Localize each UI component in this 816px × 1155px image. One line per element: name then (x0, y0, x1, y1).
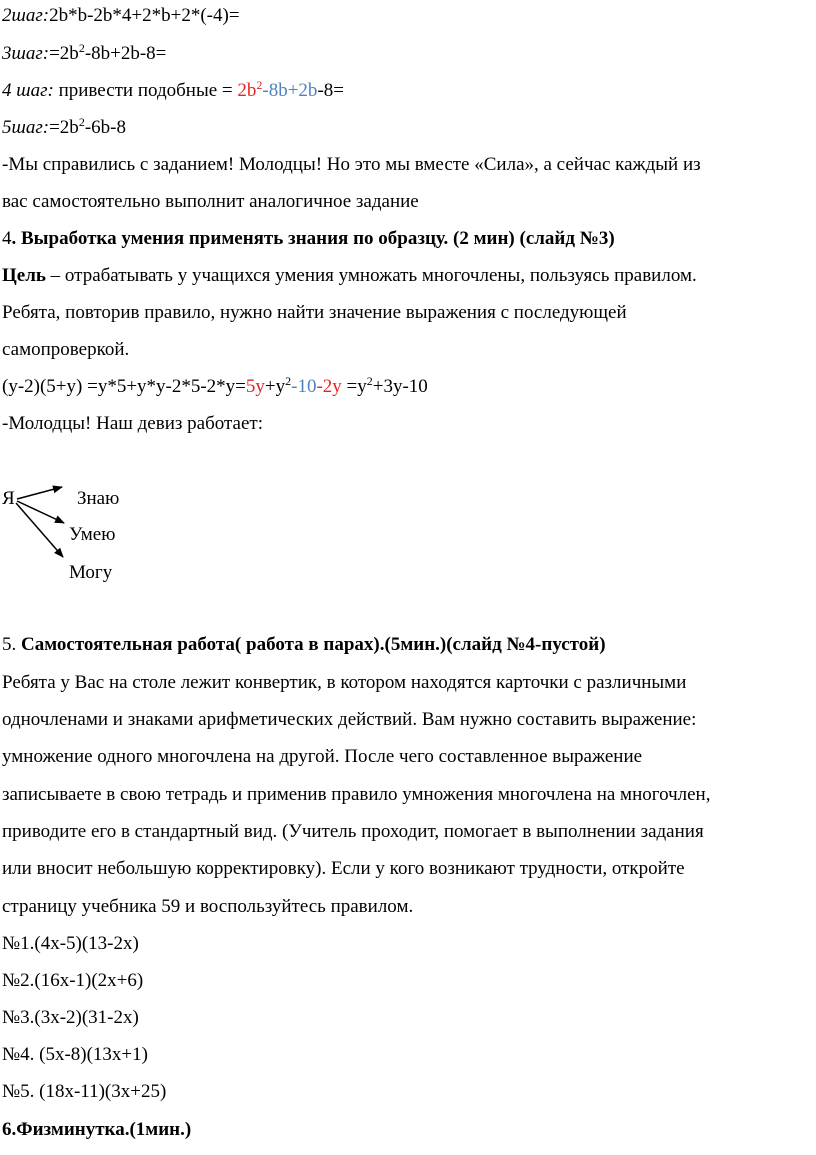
equation-red-2y: -2y (316, 376, 342, 397)
equation-exponent2: 2 (366, 374, 373, 388)
step5-expr-a: =2b (49, 117, 79, 138)
motto-item-can-do: Умею (69, 524, 116, 545)
para1-line2: вас самостоятельно выполнит аналогичное задание (2, 191, 419, 212)
para1-line1: -Мы справились с заданием! Молодцы! Но это мы вместе «Сила», а сейчас каждый из (2, 154, 701, 175)
step5-expr-b: -6b-8 (84, 117, 126, 138)
equation-plus-y: +y (264, 376, 286, 397)
section5-line6: или вносит небольшую корректировку). Если у кого возникают трудности, откройте (2, 858, 685, 879)
motto-root: Я (2, 488, 15, 509)
equation-tail: +3y-10 (372, 376, 428, 397)
step3-expr-a: =2b (49, 43, 79, 64)
step3-exponent: 2 (78, 41, 85, 55)
task-4: №4. (5x-8)(13x+1) (2, 1044, 148, 1065)
section4-number: 4 (2, 228, 12, 249)
motto-item-know: Знаю (77, 488, 120, 509)
step4-rest: -8= (317, 80, 344, 101)
task-2: №2.(16x-1)(2x+6) (2, 970, 144, 991)
step4-label: 4 шаг: (2, 80, 54, 101)
section5-line4: записываете в свою тетрадь и применив правило умножения многочлена на многочлен, (2, 784, 711, 805)
equation-blue-10: -10 (291, 376, 317, 397)
step2-label: 2шаг: (2, 5, 50, 26)
step4-red-term: 2b (237, 80, 257, 101)
section5-heading-text: Самостоятельная работа( работа в парах).(5мин.)(слайд №4-пустой) (16, 634, 606, 655)
task-5: №5. (18x-11)(3x+25) (2, 1081, 167, 1102)
step4-red-exponent: 2 (256, 78, 263, 92)
step3-expr-b: -8b+2b-8= (84, 43, 167, 64)
arrow-to-know (17, 487, 62, 499)
section4-goal-label: Цель (2, 265, 46, 286)
section5-line1: Ребята у Вас на столе лежит конвертик, в котором находятся карточки с различными (2, 672, 687, 693)
task-3: №3.(3x-2)(31-2x) (2, 1007, 139, 1028)
step4-text: привести подобные = (53, 80, 238, 101)
equation-red-5y: 5y (245, 376, 265, 397)
step3-label: 3шаг: (2, 43, 50, 64)
section6-heading: 6.Физминутка.(1мин.) (2, 1119, 192, 1140)
section5-number: 5. (2, 634, 17, 655)
step2-expr: 2b*b-2b*4+2*b+2*(-4)= (49, 5, 240, 26)
section4-line3: самопроверкой. (2, 339, 130, 360)
motto-line: -Молодцы! Наш девиз работает: (2, 413, 263, 434)
step4-blue-terms: -8b+2b (262, 80, 318, 101)
section4-line2: Ребята, повторив правило, нужно найти значение выражения с последующей (2, 302, 627, 323)
section5-line2: одночленами и знаками арифметических действий. Вам нужно составить выражение: (2, 709, 697, 730)
equation-eq-y: =y (341, 376, 367, 397)
section5-line5: приводите его в стандартный вид. (Учитель проходит, помогает в выполнении задания (2, 821, 704, 842)
section4-goal-text: – отрабатывать у учащихся умения умножать многочлены, пользуясь правилом. (45, 265, 697, 286)
section5-line3: умножение одного многочлена на другой. После чего составленное выражение (2, 746, 643, 767)
section5-line7: страницу учебника 59 и воспользуйтесь правилом. (2, 896, 414, 917)
section4-heading-text: . Выработка умения применять знания по образцу. (2 мин) (слайд №3) (11, 228, 615, 249)
task-1: №1.(4x-5)(13-2x) (2, 933, 139, 954)
step5-label: 5шаг: (2, 117, 50, 138)
motto-item-able: Могу (69, 562, 113, 583)
equation-exponent1: 2 (285, 374, 292, 388)
section5-heading (2, 633, 606, 657)
step5-exponent: 2 (78, 115, 85, 129)
equation-part1: (y-2)(5+y) =y*5+y*y-2*5-2*y= (2, 376, 246, 397)
